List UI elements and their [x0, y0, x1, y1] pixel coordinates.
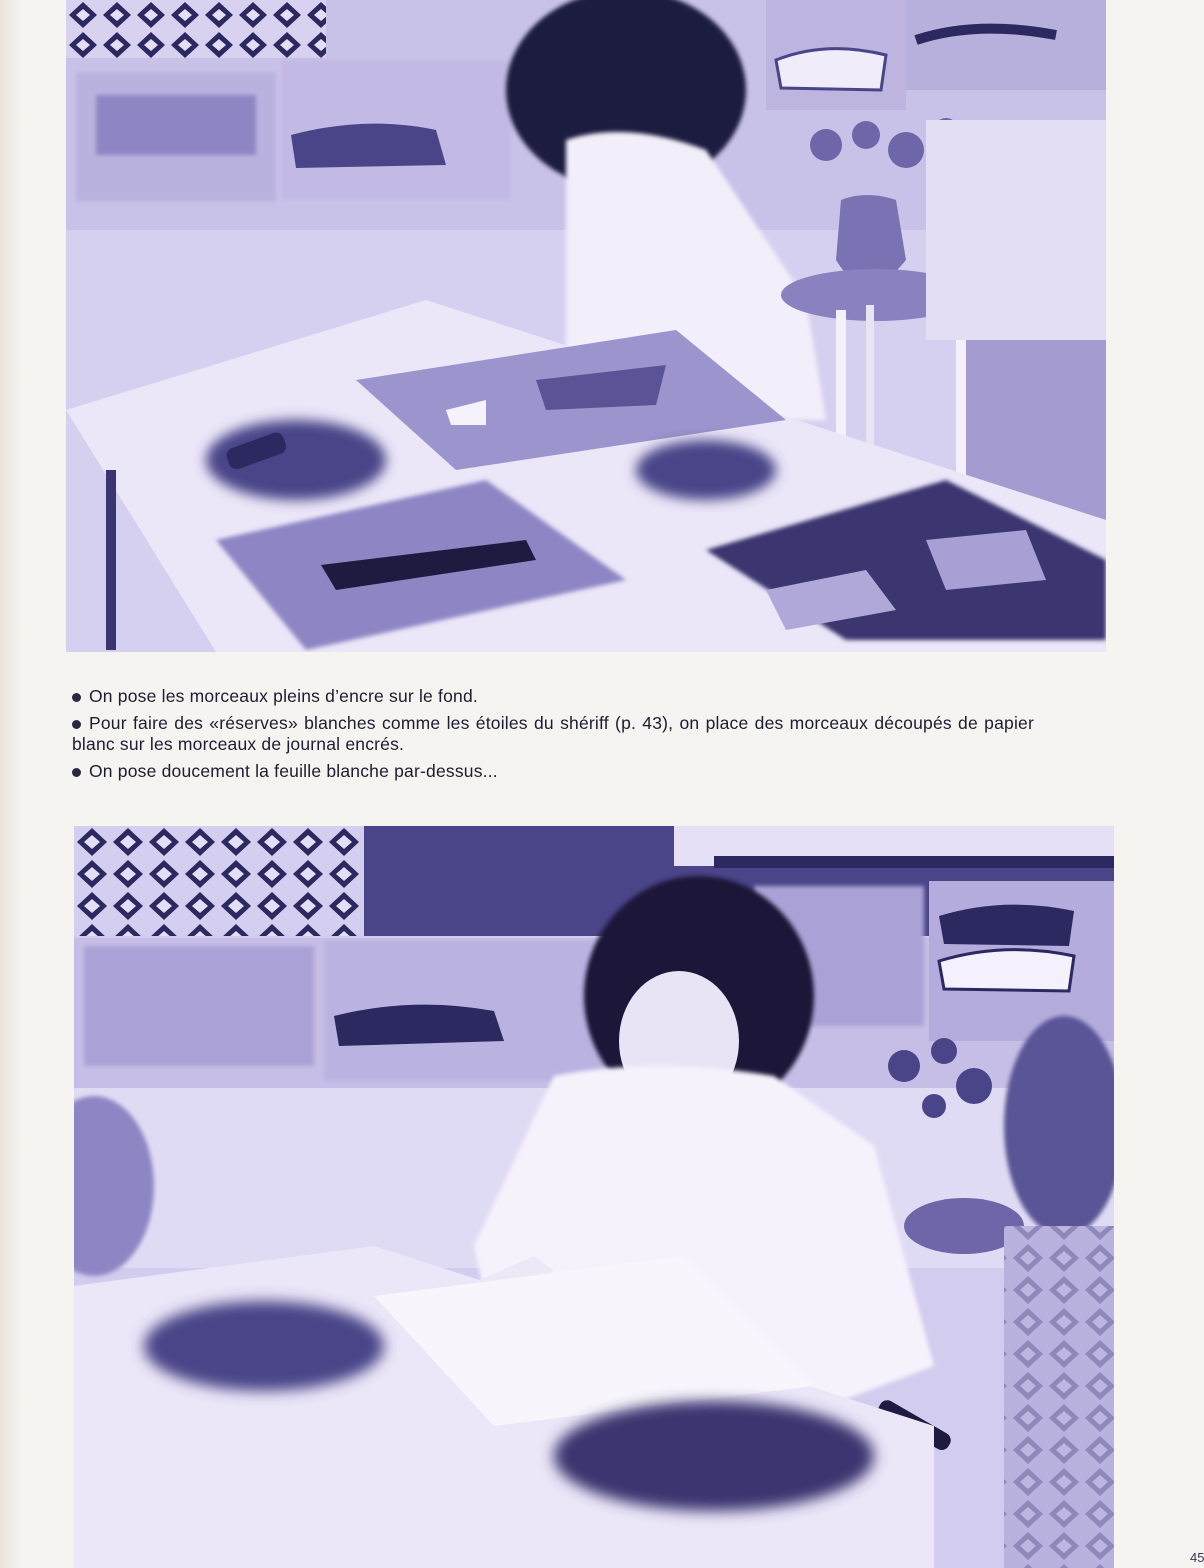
photo-bottom-illustration — [74, 826, 1114, 1568]
caption-line-2 — [72, 713, 1034, 755]
photo-child-placing-ink-pieces — [66, 0, 1106, 652]
page-gutter-shadow — [0, 0, 22, 1568]
bullet-icon — [72, 693, 81, 702]
caption-text: On pose les morceaux pleins d’encre sur le fond. — [89, 686, 478, 706]
caption-text: On pose doucement la feuille blanche par-dessus... — [89, 761, 498, 781]
caption-line-1 — [72, 686, 1034, 707]
bullet-icon — [72, 720, 81, 729]
bullet-icon — [72, 768, 81, 777]
caption-line-3 — [72, 761, 1034, 782]
photo-caption — [72, 686, 1034, 788]
photo-child-laying-white-sheet — [74, 826, 1114, 1568]
page-number: 45 — [1190, 1550, 1204, 1565]
caption-text: Pour faire des «réserves» blanches comme les étoiles du shériff (p. 43), on place des morceaux découpés de papier blanc sur les morceaux de journal encrés. — [72, 713, 1034, 754]
photo-top-illustration — [66, 0, 1106, 652]
